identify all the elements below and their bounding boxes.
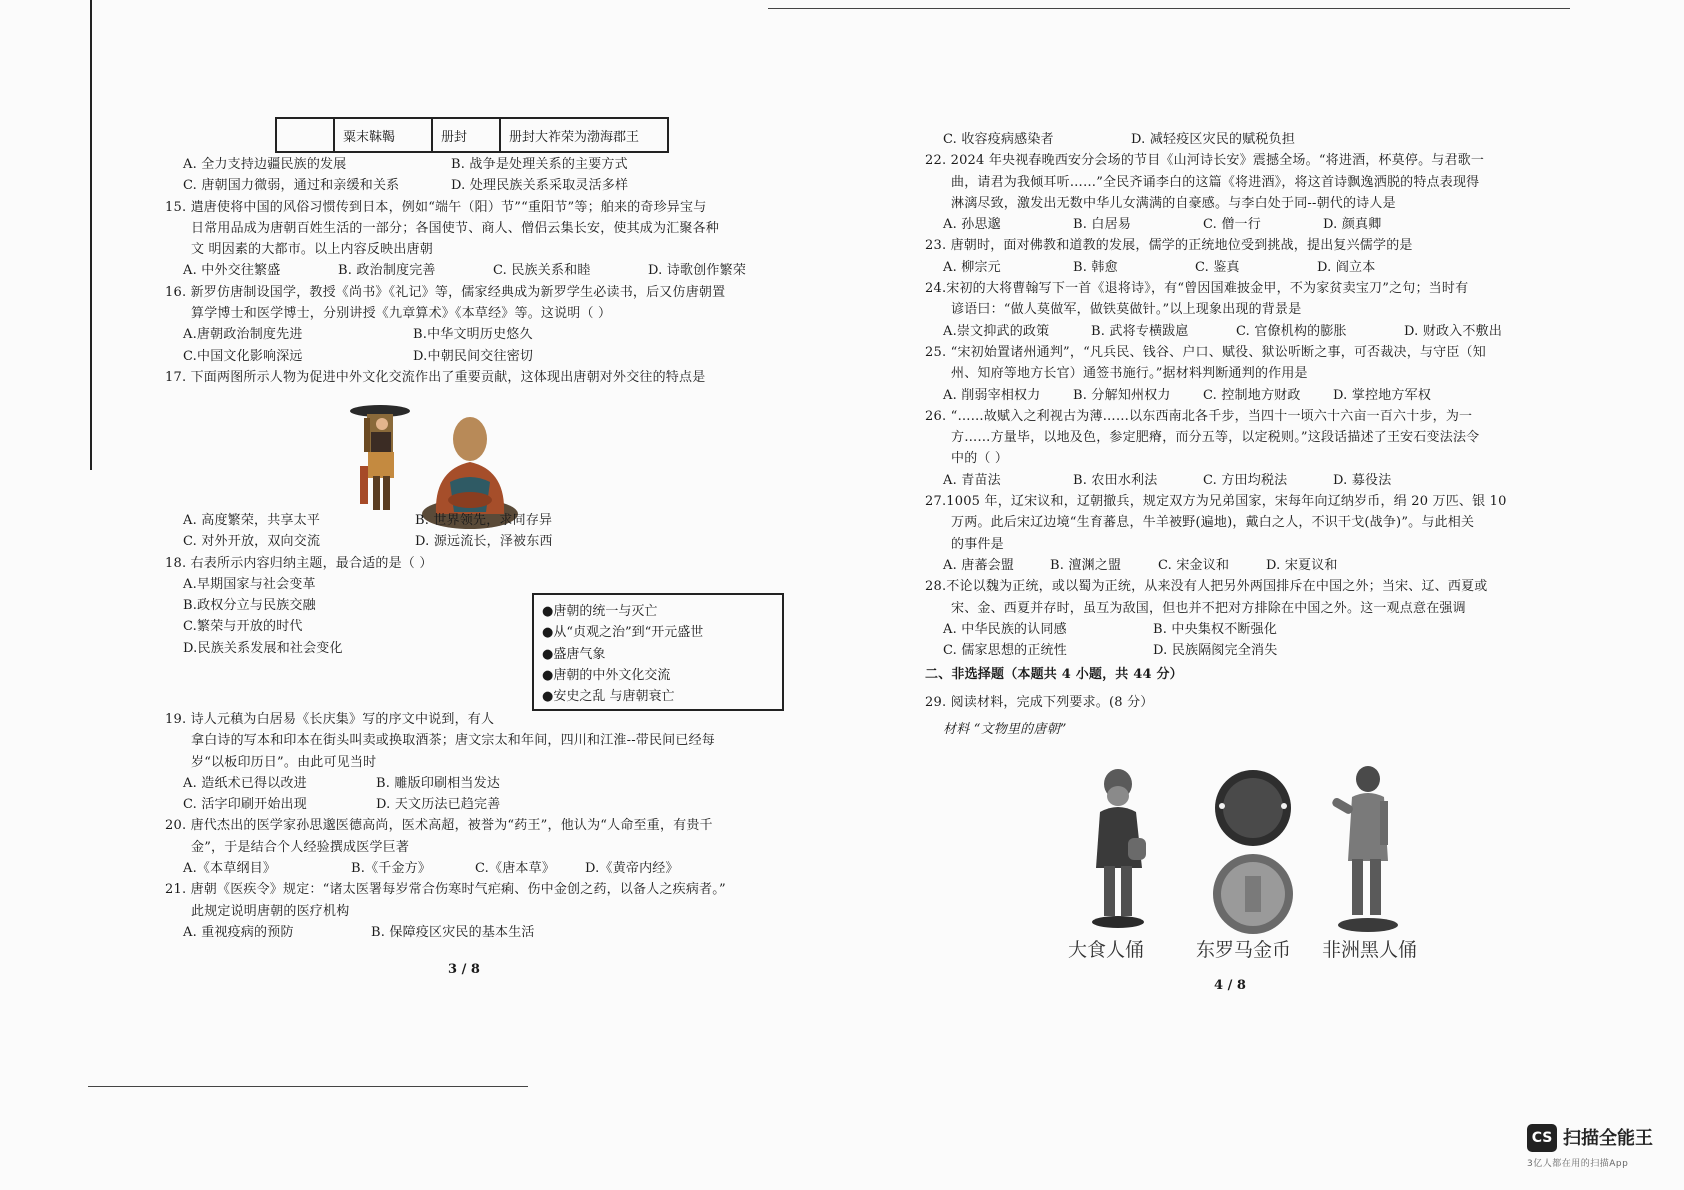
byzantine-gold-coin-image [1208, 770, 1298, 938]
question-27-line: 万两。此后宋辽边境“生育蕃息，牛羊被野(遍地)，戴白之人，不识干戈(战争)”。与此相关 [951, 515, 1475, 531]
left-column [165, 154, 805, 388]
table-cell: 册封 [432, 118, 500, 152]
option-a: A. 高度繁荣，共享太平 [183, 513, 321, 528]
option-d: D. 源远流长，泽被东西 [415, 534, 553, 550]
option-a: A.早期国家与社会变革 [183, 576, 316, 592]
options-row [925, 640, 1645, 661]
option-c: C. 儒家思想的正统性 [943, 643, 1067, 659]
option-c: C. 收容疫病感染者 [943, 132, 1054, 147]
question-15: 15. 遣唐使将中国的风俗习惯传到日本，例如“端午（阳）节”“重阳节”等；舶来的奇珍异宝与 [165, 199, 707, 215]
options-row [165, 175, 805, 196]
option-a: A. 造纸术已得以改进 [183, 775, 307, 791]
question-15-line: 日常用品成为唐朝百姓生活的一部分；各国使节、商人、僧侣云集长安，使其成为汇聚各种 [191, 220, 720, 236]
option-b: B. 中央集权不断强化 [1153, 621, 1278, 637]
option-b: B.政权分立与民族交融 [183, 598, 316, 614]
theme-item: ●唐朝的中外文化交流 [542, 667, 671, 683]
option-b: B. 韩愈 [1073, 259, 1118, 275]
option-a: A. 中外交往繁盛 [183, 263, 281, 279]
question-16: 16. 新罗仿唐制设国学，教授《尚书》《礼记》等，儒家经典成为新罗学生必读书，后又仿唐朝置 [165, 284, 726, 300]
question-25: 25. “宋初始置诸州通判”，“凡兵民、钱谷、户口、赋役、狱讼听断之事，可否裁决，与守臣（知 [925, 344, 1486, 360]
option-b: B. 白居易 [1073, 217, 1132, 233]
option-d: D. 阎立本 [1317, 259, 1376, 275]
question-21-line: 此规定说明唐朝的医疗机构 [191, 903, 350, 919]
bottom-edge-left [88, 1086, 528, 1087]
option-b: B. 保障疫区灾民的基本生活 [371, 924, 535, 940]
question-21: 21. 唐朝《医疾令》规定：“诸太医署每岁常合伤寒时气疟痢、伤中金创之药，以备人之疾病者。” [165, 882, 726, 898]
left-column-lower [165, 709, 805, 943]
question-17: 17. 下面两图所示人物为促进中外文化交流作出了重要贡献，这体现出唐朝对外交往的特点是 [165, 369, 706, 385]
logo-name: 扫描全能王 [1563, 1128, 1653, 1149]
question-27-line: 的事件是 [951, 536, 1004, 552]
option-c: C. 唐朝国力微弱，通过和亲缓和关系 [183, 178, 400, 194]
option-b: B. 武将专横跋扈 [1091, 323, 1189, 339]
question-26-line: 中的（ ） [951, 451, 1009, 467]
option-b: B. 政治制度完善 [338, 263, 436, 279]
page-number-left: 3 / 8 [448, 962, 480, 977]
option-a: A.崇文抑武的政策 [943, 323, 1050, 339]
question-22-line: 淋漓尽致，激发出无数中华儿女满满的自豪感。与李白处于同--朝代的诗人是 [951, 195, 1396, 211]
option-a: A.唐朝政治制度先进 [183, 327, 303, 343]
q18-theme-box [532, 593, 784, 711]
options-row [165, 154, 805, 175]
option-c: C.中国文化影响深远 [183, 348, 303, 364]
options-row [925, 129, 1645, 150]
table-cell: 粟末靺鞨 [334, 118, 432, 152]
table-cell: 册封大祚荣为渤海郡王 [500, 118, 668, 152]
options-row [165, 324, 805, 345]
relation-table [275, 117, 669, 153]
option-b: B. 雕版印刷相当发达 [376, 775, 501, 791]
option-d: D. 募役法 [1333, 472, 1392, 488]
option-d: D. 颜真卿 [1323, 217, 1382, 233]
options-row [165, 346, 805, 367]
option-c: C. 鉴真 [1195, 259, 1240, 275]
question-16-line: 算学博士和医学博士，分别讲授《九章算术》《本草经》等。这说明（ ） [191, 306, 612, 322]
option-d: D. 民族隔阂完全消失 [1153, 643, 1278, 659]
african-figurine-image [1322, 765, 1412, 935]
options-row [925, 257, 1645, 278]
option-a: A. 中华民族的认同感 [943, 621, 1067, 637]
options-row [925, 321, 1645, 342]
option-d: D. 宋夏议和 [1266, 557, 1338, 573]
question-29: 29. 阅读材料，完成下列要求。(8 分） [925, 694, 1154, 710]
options-row [165, 510, 805, 531]
question-24: 24.宋初的大将曹翰写下一首《退将诗》，有“曾因国难披金甲，不为家贫卖宝刀”之句；当时有 [925, 281, 1469, 297]
option-c: C.《唐本草》 [475, 861, 556, 877]
option-b: B. 澶渊之盟 [1050, 557, 1122, 573]
option-c: C.繁荣与开放的时代 [183, 619, 303, 635]
options-row [925, 619, 1645, 640]
question-19-line: 拿白诗的写本和印本在街头叫卖或换取酒茶；唐文宗太和年间，四川和江淮--带民间已经每 [191, 733, 715, 749]
option-d: D. 诗歌创作繁荣 [648, 263, 747, 279]
option-c: C. 民族关系和睦 [493, 263, 591, 279]
options-row [925, 385, 1645, 406]
option-c: C. 宋金议和 [1158, 557, 1230, 573]
question-18: 18. 右表所示内容归纳主题，最合适的是（ ） [165, 555, 433, 571]
question-15-line: 文 明因素的大都市。以上内容反映出唐朝 [191, 242, 433, 258]
option-a: A. 削弱宰相权力 [943, 387, 1041, 403]
options-row [165, 260, 805, 281]
caption-arab-figurine: 大食人俑 [1068, 939, 1145, 961]
option-d: D.中朝民间交往密切 [413, 348, 534, 364]
question-20-line: 金”，于是结合个人经验撰成医学巨著 [191, 839, 410, 855]
option-c: C. 控制地方财政 [1203, 387, 1301, 403]
option-b: B.中华文明历史悠久 [413, 327, 533, 343]
theme-item: ●唐朝的统一与灭亡 [542, 604, 658, 619]
options-row [165, 858, 805, 879]
question-20: 20. 唐代杰出的医学家孙思邈医德高尚，医术高超，被誉为“药王”，他认为“人命至重，有贵千 [165, 818, 713, 834]
question-22-line: 曲，请君为我倾耳听……”全民齐诵李白的这篇《将进酒》，将这首诗飘逸洒脱的特点表现得 [951, 174, 1480, 190]
option-a: A. 青苗法 [943, 472, 1001, 488]
option-d: D. 财政入不敷出 [1404, 323, 1503, 339]
page-number-right: 4 / 8 [1214, 978, 1246, 993]
options-row [165, 531, 805, 552]
options-row [925, 470, 1645, 491]
option-c: C. 活字印刷开始出现 [183, 797, 307, 813]
question-25-line: 州、知府等地方长官）通签书施行。”据材料判断通判的作用是 [951, 366, 1308, 382]
theme-item: ●盛唐气象 [542, 646, 606, 662]
option-c: C. 对外开放，双向交流 [183, 534, 321, 550]
option-d: D.《黄帝内经》 [585, 861, 679, 877]
options-row [165, 773, 805, 794]
theme-item: ●从“贞观之治”到“开元盛世 [542, 625, 704, 641]
option-c: C. 官僚机构的膨胀 [1236, 323, 1347, 339]
option-a: A. 孙思邈 [943, 217, 1001, 233]
arab-figurine-image [1082, 768, 1156, 930]
right-column [925, 129, 1645, 740]
question-19: 19. 诗人元稹为白居易《长庆集》写的序文中说到，有人 [165, 712, 495, 727]
option-a: A. 唐蕃会盟 [943, 557, 1015, 573]
question-23: 23. 唐朝时，面对佛教和道教的发展，儒学的正统地位受到挑战，提出复兴儒学的是 [925, 238, 1413, 254]
option-d: D. 减轻疫区灾民的赋税负担 [1131, 132, 1296, 147]
option-d: D. 掌控地方军权 [1333, 387, 1432, 403]
options-row [925, 214, 1645, 235]
option-a: A. 重视疫病的预防 [183, 924, 294, 940]
question-26-line: 方……方量毕，以地及色，参定肥瘠，而分五等，以定税则。”这段话描述了王安石变法法令 [951, 430, 1480, 446]
question-19-line: 岁“以板印历日”。由此可见当时 [191, 754, 377, 770]
question-27: 27.1005 年，辽宋议和，辽朝撤兵，规定双方为兄弟国家，宋每年向辽纳岁币，绢 20 万匹、银 10 [925, 494, 1507, 510]
options-row [925, 555, 1645, 576]
scanner-app-logo [1527, 1124, 1677, 1174]
option-b: B. 战争是处理关系的主要方式 [451, 157, 628, 172]
left-page-edge [90, 0, 92, 470]
caption-gold-coin: 东罗马金币 [1196, 939, 1292, 961]
top-edge-right [768, 8, 1570, 9]
option-c: C. 僧一行 [1203, 217, 1261, 233]
cs-logo-icon: CS [1527, 1124, 1557, 1152]
question-22: 22. 2024 年央视春晚西安分会场的节目《山河诗长安》震撼全场。“将进酒，杯莫停。与君歌一 [925, 153, 1485, 169]
option-c: C. 方田均税法 [1203, 472, 1288, 488]
option-b: B. 世界领先，求同存异 [415, 513, 553, 528]
options-row [165, 922, 805, 943]
option-d: D.民族关系发展和社会变化 [183, 640, 343, 656]
option-b: B. 分解知州权力 [1073, 387, 1171, 403]
option-d: D. 处理民族关系采取灵活多样 [451, 178, 629, 194]
question-24-line: 谚语曰：“做人莫做军，做铁莫做针。”以上现象出现的背景是 [951, 302, 1302, 318]
option-b: B. 农田水利法 [1073, 472, 1158, 488]
options-row [165, 794, 805, 815]
option-d: D. 天文历法已趋完善 [376, 797, 501, 813]
logo-tagline: 3亿人都在用的扫描App [1527, 1159, 1629, 1169]
material-title: 材料 “文物里的唐朝” [943, 722, 1067, 738]
option-b: B.《千金方》 [351, 861, 432, 877]
caption-african-figurine: 非洲黑人俑 [1322, 939, 1418, 961]
question-28-line: 宋、金、西夏并存时，虽互为敌国，但也并不把对方排除在中国之外。这一观点意在强调 [951, 600, 1466, 616]
section-2-title: 二、非选择题（本题共 4 小题，共 44 分） [925, 667, 1183, 683]
table-cell [276, 118, 334, 152]
theme-item: ●安史之乱 与唐朝衰亡 [542, 689, 675, 705]
option-a: A. 全力支持边疆民族的发展 [183, 157, 347, 172]
question-28: 28.不论以魏为正统，或以蜀为正统，从来没有人把另外两国排斥在中国之外；当宋、辽、西夏或 [925, 579, 1488, 595]
question-26: 26. “……故赋入之利视古为薄……以东西南北各千步，当四十一顷六十六亩一百六十步，为一 [925, 408, 1473, 424]
option-a: A.《本草纲目》 [183, 861, 277, 877]
option-a: A. 柳宗元 [943, 259, 1001, 275]
